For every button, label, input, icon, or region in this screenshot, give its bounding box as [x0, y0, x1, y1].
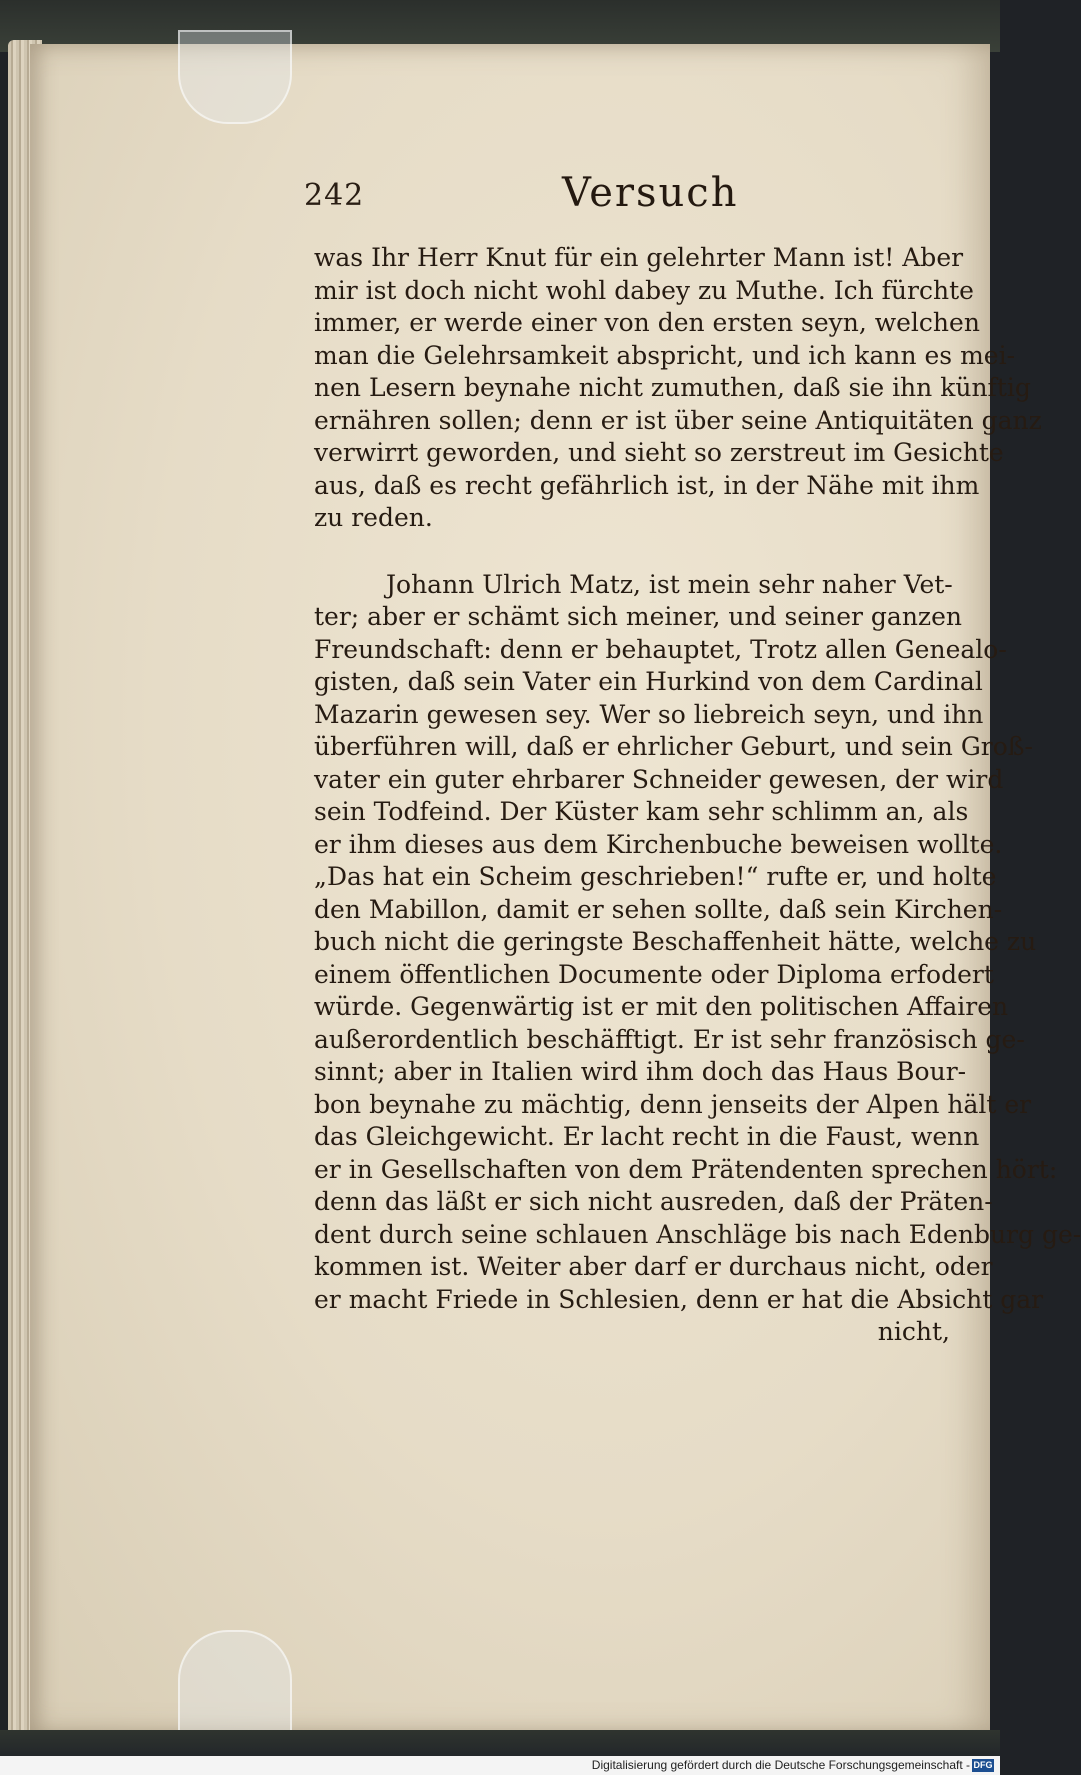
paragraph — [314, 242, 1042, 535]
text-line: aus, daß es recht gefährlich ist, in der Nähe mit ihm — [314, 470, 980, 500]
dfg-logo-icon: DFG — [973, 1760, 993, 1770]
catchword: nicht, — [877, 1317, 950, 1346]
text-line: würde. Gegenwärtig ist er mit den politischen Affairen — [314, 992, 1009, 1021]
text-line: kommen ist. Weiter aber darf er durchaus nicht, oder — [314, 1252, 993, 1281]
text-line: vater ein guter ehrbarer Schneider gewesen, der wird — [314, 764, 1004, 794]
text-line: verwirrt geworden, und sieht so zerstreut im Gesichte — [314, 438, 1004, 467]
text-line: buch nicht die geringste Beschaffenheit hätte, welche zu — [314, 927, 1037, 956]
text-line: „Das hat ein Scheim geschrieben!“ rufte er, und holte — [314, 862, 997, 891]
text-line: er ihm dieses aus dem Kirchenbuche beweisen wollte. — [314, 829, 1003, 859]
text-line: was Ihr Herr Knut für ein gelehrter Mann ist! Aber — [314, 243, 964, 272]
text-line: außerordentlich beschäfftigt. Er ist sehr französisch ge- — [314, 1024, 1025, 1054]
text-line: sein Todfeind. Der Küster kam sehr schlimm an, als — [314, 797, 969, 826]
digitization-credit: Digitalisierung gefördert durch die Deutsche Forschungsgemeinschaft - — [591, 1758, 970, 1772]
text-line: Freundschaft: denn er behauptet, Trotz allen Genealo- — [314, 634, 1007, 664]
text-line: er in Gesellschaften von dem Prätendenten sprechen hört: — [314, 1154, 1058, 1184]
text-line: überführen will, daß er ehrlicher Geburt, und sein Groß- — [314, 732, 1033, 761]
text-line: dent durch seine schlauen Anschläge bis nach Edenburg ge- — [314, 1219, 1081, 1249]
text-line: denn das läßt er sich nicht ausreden, daß der Präten- — [314, 1187, 993, 1216]
text-line: nen Lesern beynahe nicht zumuthen, daß sie ihn künftig — [314, 373, 1031, 402]
text-line: den Mabillon, damit er sehen sollte, daß sein Kirchen- — [314, 894, 1003, 924]
text-line: das Gleichgewicht. Er lacht recht in die Faust, wenn — [314, 1122, 980, 1151]
text-line: man die Gelehrsamkeit abspricht, und ich kann es mei- — [314, 340, 1016, 370]
text-line: ernähren sollen; denn er ist über seine Antiquitäten ganz — [314, 405, 1042, 435]
page-header — [304, 170, 944, 220]
page-clip-top — [178, 30, 292, 124]
page-number: 242 — [304, 178, 365, 213]
running-head: Versuch — [562, 170, 739, 216]
text-line: bon beynahe zu mächtig, denn jenseits der Alpen hält er — [314, 1089, 1032, 1119]
scanner-background-bottom — [0, 1730, 1000, 1756]
text-line: einem öffentlichen Documente oder Diploma erfodert — [314, 959, 994, 989]
text-line: zu reden. — [314, 503, 433, 532]
paragraph-gap — [314, 535, 950, 569]
page-clip-bottom — [178, 1630, 292, 1744]
text-line: Mazarin gewesen sey. Wer so liebreich seyn, und ihn — [314, 699, 984, 729]
text-line: immer, er werde einer von den ersten seyn, welchen — [314, 308, 980, 337]
paragraph — [314, 569, 1081, 1317]
text-line: er macht Friede in Schlesien, denn er hat die Absicht gar — [314, 1284, 1044, 1314]
text-line: Johann Ulrich Matz, ist mein sehr naher Vet- — [386, 569, 953, 599]
text-line: sinnt; aber in Italien wird ihm doch das Haus Bour- — [314, 1057, 967, 1086]
text-line: mir ist doch nicht wohl dabey zu Muthe. Ich fürchte — [314, 275, 974, 305]
body-text — [314, 242, 1081, 1349]
text-line: ter; aber er schämt sich meiner, und seiner ganzen — [314, 602, 962, 631]
text-line: gisten, daß sein Vater ein Hurkind von dem Cardinal — [314, 667, 983, 696]
